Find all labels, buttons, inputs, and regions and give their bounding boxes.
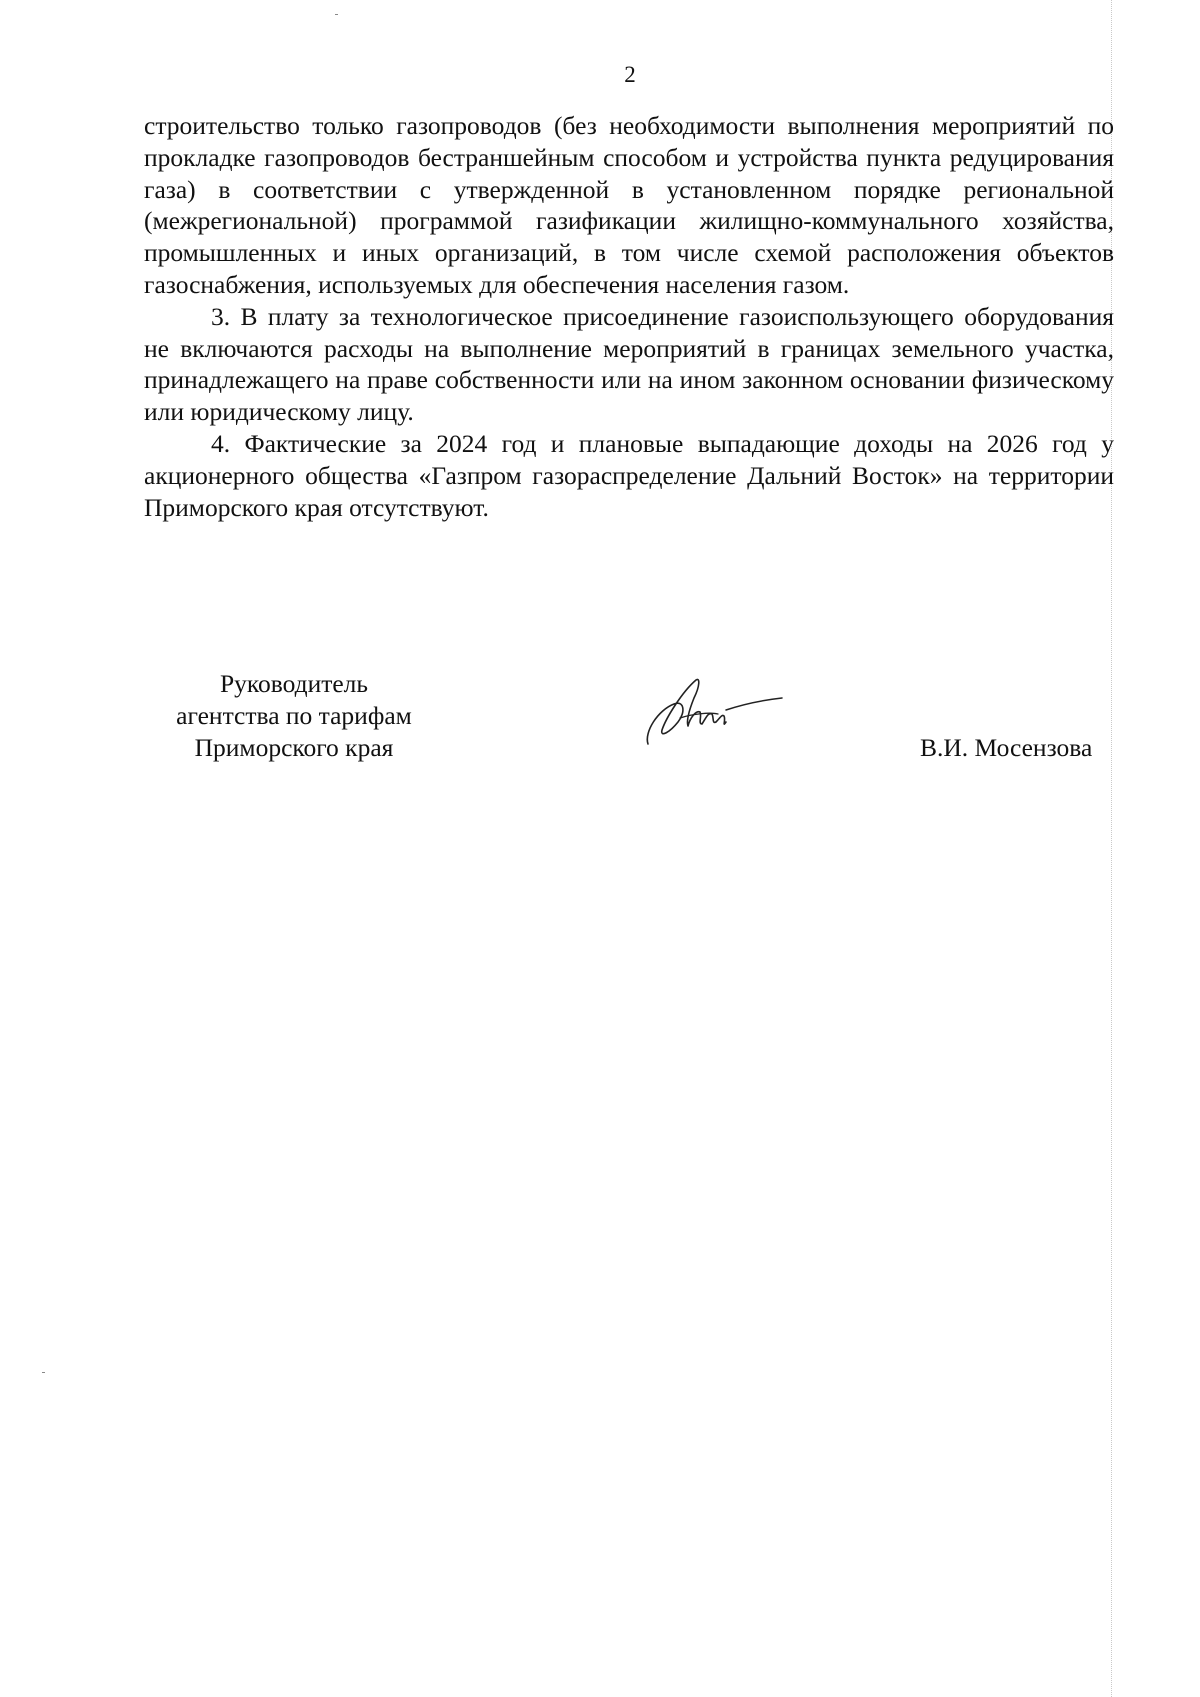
- position-line: агентства по тарифам: [176, 700, 412, 730]
- scan-speck: [335, 14, 338, 15]
- paragraph-item-4: 4. Фактические за 2024 год и плановые выпадающие доходы на 2026 год у акционерного общества «Газпром газораспределение Дальний Восток» на территории Приморского края отсутствуют.: [144, 428, 1114, 522]
- signatory-position: [144, 668, 444, 763]
- handwritten-signature: [640, 672, 790, 752]
- page-number: 2: [624, 62, 636, 87]
- paragraph-item-3: 3. В плату за технологическое присоединение газоиспользующего оборудования не включаются расходы на выполнение мероприятий в границах земельного участка, принадлежащего на праве собственности или на ином законном основании физическому или юридическому лицу.: [144, 301, 1114, 427]
- paragraph-continuation: строительство только газопроводов (без необходимости выполнения мероприятий по прокладке газопроводов бестраншейным способом и устройства пункта редуцирования газа) в соответствии с утвержденной в установленном порядке региональной (межрегиональной) программой газификации жилищно-коммунального хозяйства, промышленных и иных организаций, в том числе схемой расположения объектов газоснабжения, используемых для обеспечения населения газом.: [144, 111, 1114, 299]
- position-line: Руководитель: [219, 669, 369, 698]
- signer-name: В.И. Мосензова: [920, 733, 1093, 762]
- document-body: [144, 110, 1114, 523]
- scan-speck: [42, 1372, 45, 1373]
- position-line: Приморского края: [194, 732, 394, 762]
